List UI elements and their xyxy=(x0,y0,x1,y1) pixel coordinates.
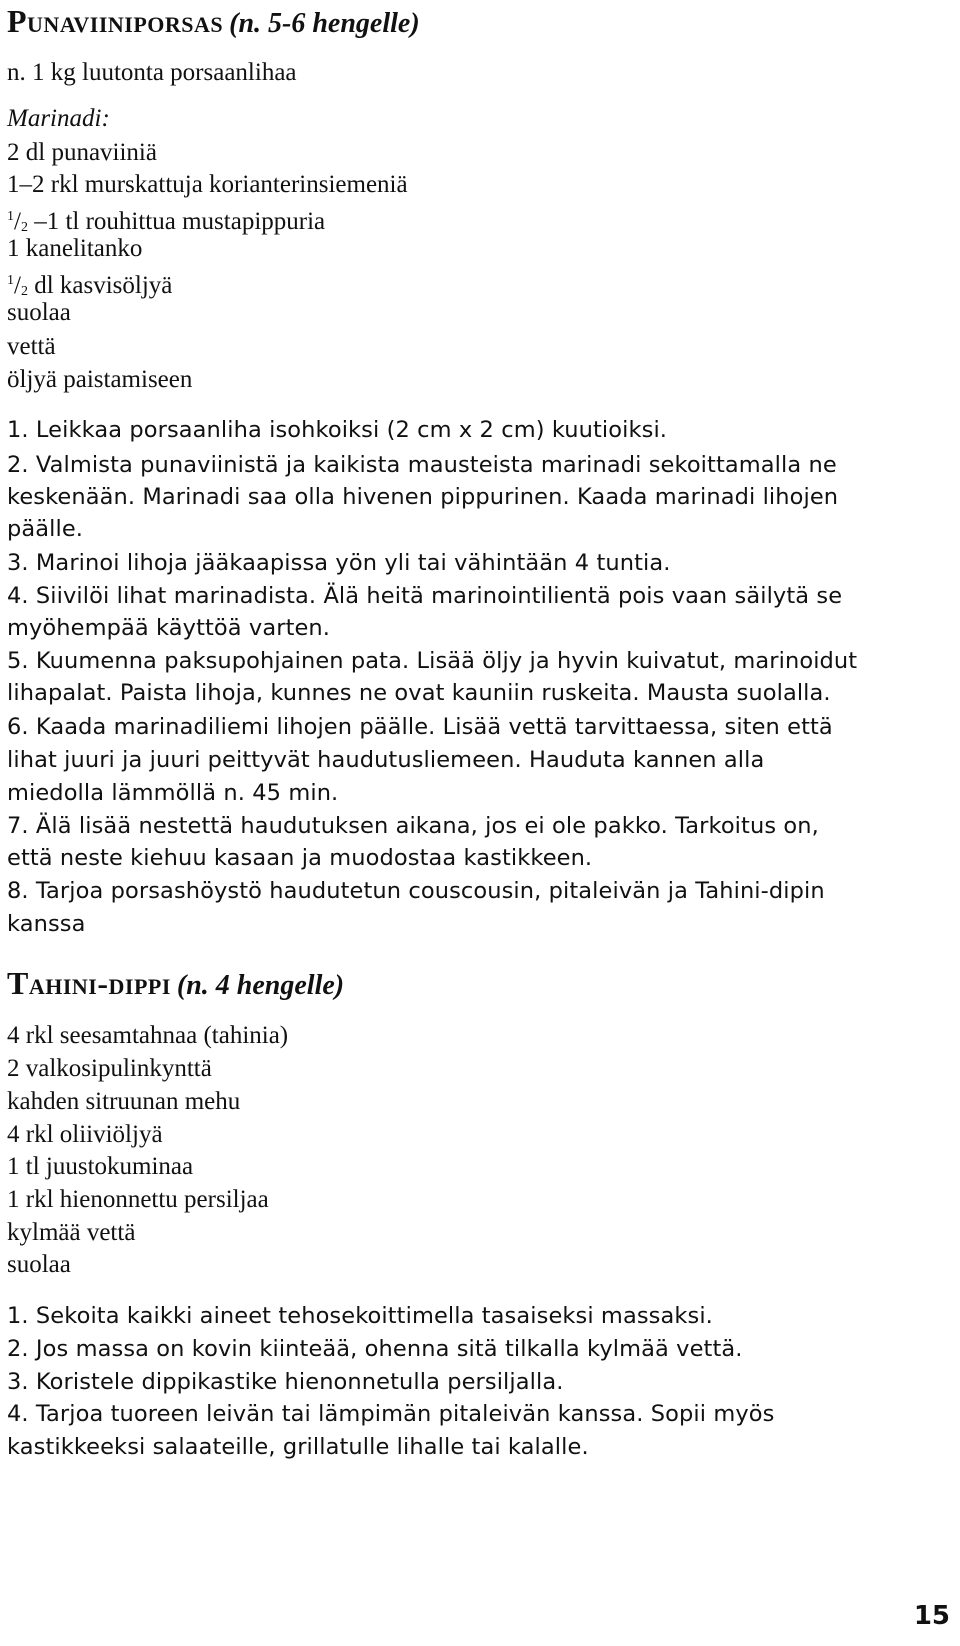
ingredient-line: 1–2 rkl murskattuja korianterinsiemeniä xyxy=(7,171,408,198)
recipe1-title xyxy=(7,2,420,43)
step-line: päälle. xyxy=(7,516,84,542)
step-line: että neste kiehuu kasaan ja muodostaa kastikkeen. xyxy=(7,845,593,871)
step-line: keskenään. Marinadi saa olla hivenen pippurinen. Kaada marinadi lihojen xyxy=(7,484,839,510)
step-line: 1. Leikkaa porsaanliha isohkoiksi (2 cm x 2 cm) kuutioiksi. xyxy=(7,417,668,443)
ingredient-line: öljyä paistamiseen xyxy=(7,366,193,393)
ingredient-line: 2 dl punaviiniä xyxy=(7,139,157,166)
recipe2-subtitle: (n. 4 hengelle) xyxy=(176,970,345,1001)
ingredient-line: kahden sitruunan mehu xyxy=(7,1088,241,1115)
recipe1-title-text: Punaviiniporsas xyxy=(7,3,224,39)
step-line: miedolla lämmöllä n. 45 min. xyxy=(7,780,339,806)
step-line: myöhempää käyttöä varten. xyxy=(7,615,331,641)
ingredient-line: 1 kanelitanko xyxy=(7,235,143,262)
recipe2-title-text: Tahini-dippi xyxy=(7,965,171,1001)
recipe2-title xyxy=(7,964,344,1005)
recipe1-meat: n. 1 kg luutonta porsaanlihaa xyxy=(7,59,297,86)
ingredient-text: dl kasvisöljyä xyxy=(34,272,173,299)
step-line: 5. Kuumenna paksupohjainen pata. Lisää öljy ja hyvin kuivatut, marinoidut xyxy=(7,648,858,674)
ingredient-line: $^1/_2$ –1 tl rouhittua mustapippuria xyxy=(7,208,326,235)
ingredient-line: 1 tl juustokuminaa xyxy=(7,1153,194,1180)
step-line: 4. Siivilöi lihat marinadista. Älä heitä marinointilientä pois vaan säilytä se xyxy=(7,583,843,609)
ingredient-line: $^1/_2$ dl kasvisöljyä xyxy=(7,272,173,299)
fraction-numerator: 1 xyxy=(7,209,14,224)
step-line: 7. Älä lisää nestettä haudutuksen aikana, jos ei ole pakko. Tarkoitus on, xyxy=(7,813,819,839)
step-line: 8. Tarjoa porsashöystö haudutetun couscousin, pitaleivän ja Tahini-dipin xyxy=(7,878,825,904)
step-line: 4. Tarjoa tuoreen leivän tai lämpimän pitaleivän kanssa. Sopii myös xyxy=(7,1401,775,1427)
step-line: 3. Marinoi lihoja jääkaapissa yön yli tai vähintään 4 tuntia. xyxy=(7,550,671,576)
step-line: lihat juuri ja juuri peittyvät haudutusliemeen. Hauduta kannen alla xyxy=(7,747,765,773)
step-line: 2. Jos massa on kovin kiinteää, ohenna sitä tilkalla kylmää vettä. xyxy=(7,1336,743,1362)
ingredient-text: –1 tl rouhittua mustapippuria xyxy=(34,208,326,235)
ingredient-line: suolaa xyxy=(7,299,71,326)
ingredient-line: 4 rkl oliiviöljyä xyxy=(7,1121,163,1148)
step-line: 6. Kaada marinadiliemi lihojen päälle. Lisää vettä tarvittaessa, siten että xyxy=(7,714,833,740)
fraction-denominator: 2 xyxy=(20,220,28,235)
ingredient-line: vettä xyxy=(7,333,56,360)
ingredient-line: suolaa xyxy=(7,1251,71,1278)
step-line: 3. Koristele dippikastike hienonnetulla persiljalla. xyxy=(7,1369,564,1395)
ingredient-line: 2 valkosipulinkynttä xyxy=(7,1055,212,1082)
step-line: kanssa xyxy=(7,911,86,937)
marinade-heading: Marinadi: xyxy=(7,105,110,132)
step-line: 2. Valmista punaviinistä ja kaikista mausteista marinadi sekoittamalla ne xyxy=(7,452,837,478)
fraction-denominator: 2 xyxy=(20,284,28,299)
ingredient-line: 1 rkl hienonnettu persiljaa xyxy=(7,1186,269,1213)
ingredient-line: 4 rkl seesamtahnaa (tahinia) xyxy=(7,1022,289,1049)
step-line: lihapalat. Paista lihoja, kunnes ne ovat kauniin ruskeita. Mausta suolalla. xyxy=(7,680,831,706)
page-number: 15 xyxy=(913,1601,950,1631)
step-line: kastikkeeksi salaateille, grillatulle lihalle tai kalalle. xyxy=(7,1434,589,1460)
ingredient-line: kylmää vettä xyxy=(7,1219,136,1246)
fraction-numerator: 1 xyxy=(7,273,14,288)
step-line: 1. Sekoita kaikki aineet tehosekoittimella tasaiseksi massaksi. xyxy=(7,1303,713,1329)
recipe1-subtitle: (n. 5-6 hengelle) xyxy=(229,8,420,39)
